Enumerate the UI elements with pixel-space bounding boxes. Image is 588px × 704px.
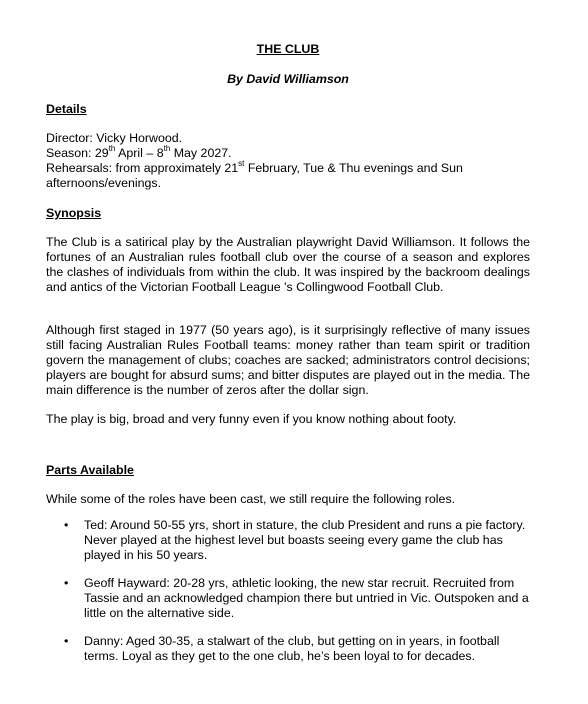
- list-item: • Danny: Aged 30-35, a stalwart of the club, but getting on in years, in football terms. Loyal as they get to the one club, he’s been loyal to for decades.: [46, 634, 530, 664]
- season-text: April – 8: [115, 146, 164, 160]
- rehearsals-text: February, Tue & Thu evenings and Sun: [244, 161, 463, 175]
- synopsis-paragraph-3: The play is big, broad and very funny even if you know nothing about footy.: [46, 412, 457, 426]
- season-superscript: th: [108, 143, 116, 153]
- parts-heading: Parts Available: [46, 463, 134, 477]
- roles-list: [46, 518, 530, 677]
- document-title: THE CLUB: [256, 42, 320, 56]
- rehearsals-superscript: st: [238, 158, 245, 168]
- rehearsals-line: [46, 158, 463, 176]
- list-item: • Ted: Around 50-55 yrs, short in stature, the club President and runs a pie factory. Never played at the highest level but boasts seeing every game the club has played in his 50 years.: [46, 518, 530, 563]
- parts-intro: While some of the roles have been cast, we still require the following roles.: [46, 492, 456, 506]
- list-item: • Geoff Hayward: 20-28 yrs, athletic looking, the new star recruit. Recruited from Tassie and an acknowledged champion there but untried in Vic. Outspoken and a little on the alternative side.: [46, 576, 530, 621]
- season-text: Season: 29: [46, 146, 109, 160]
- synopsis-paragraph-1: The Club is a satirical play by the Australian playwright David Williamson. It follows the fortunes of an Australian rules football club over the course of a season and explores the clashes of individuals from within the club. It was inspired by the backroom dealings and antics of the Victorian Football League 's Collingwood Football Club.: [46, 235, 530, 294]
- synopsis-heading: Synopsis: [46, 206, 102, 220]
- season-text: May 2027.: [170, 146, 232, 160]
- season-superscript: th: [163, 143, 171, 153]
- rehearsals-line-2: afternoons/evenings.: [46, 176, 162, 190]
- director-line: Director: Vicky Horwood.: [46, 131, 183, 145]
- synopsis-paragraph-2: Although first staged in 1977 (50 years ago), is it surprisingly reflective of many issues still facing Australian Rules Football teams: money rather than team spirit or tradition govern the management of clubs; coaches are sacked; administrators control decisions; players are bought for absurd sums; and bitter disputes are played out in the media. The main difference is the number of zeros after the dollar sign.: [46, 323, 530, 397]
- document-author: By David Williamson: [227, 72, 349, 86]
- season-line: [46, 143, 232, 161]
- details-heading: Details: [46, 102, 87, 116]
- rehearsals-text: Rehearsals: from approximately 21: [46, 161, 239, 175]
